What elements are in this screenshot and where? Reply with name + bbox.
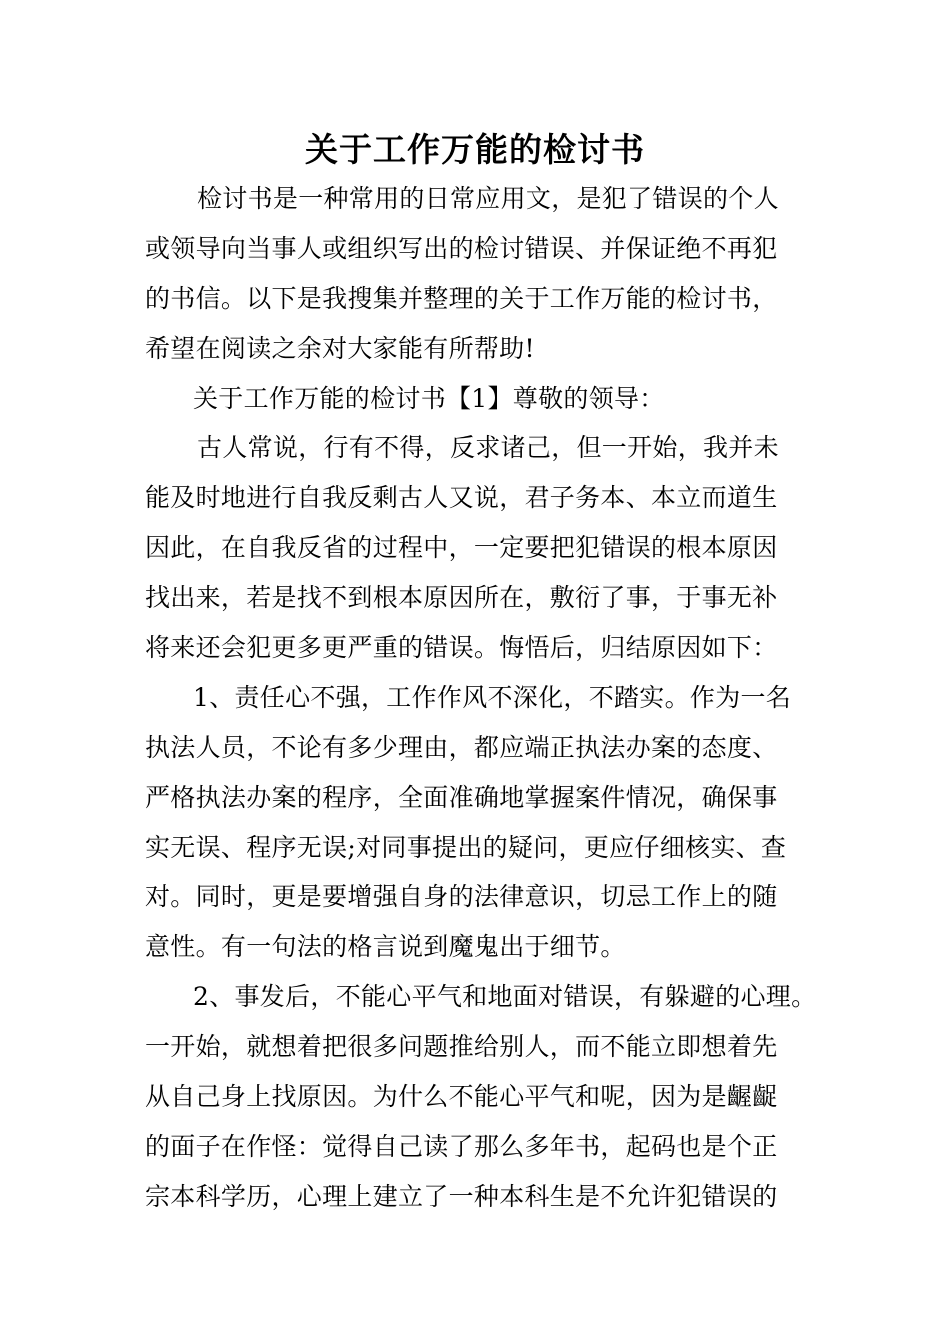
text-line: 将来还会犯更多更严重的错误。悔悟后，归结原因如下： — [145, 633, 778, 662]
text-line: 的书信。以下是我搜集并整理的关于工作万能的检讨书， — [145, 284, 778, 313]
text-line: 古人常说，行有不得，反求诸己，但一开始，我并未 — [197, 433, 779, 462]
text-line: 严格执法办案的程序，全面准确地掌握案件情况，确保事 — [145, 783, 778, 812]
text-line: 检讨书是一种常用的日常应用文，是犯了错误的个人 — [197, 184, 779, 213]
text-line: 因此，在自我反省的过程中，一定要把犯错误的根本原因 — [145, 533, 778, 562]
text-line: 从自己身上找原因。为什么不能心平气和呢，因为是齷齪 — [145, 1082, 778, 1111]
text-line: 或领导向当事人或组织写出的检讨错误、并保证绝不再犯 — [145, 234, 778, 263]
text-line: 找出来，若是找不到根本原因所在，敷衍了事，于事无补 — [145, 583, 778, 612]
text-line: 意性。有一句法的格言说到魔鬼出于细节。 — [145, 932, 626, 961]
text-line: 对。同时，更是要增强自身的法律意识，切忌工作上的随 — [145, 882, 778, 911]
text-line: 实无误、程序无误;对同事提出的疑问，更应仔细核实、查 — [145, 833, 787, 862]
text-line: 1、责任心不强，工作作风不深化，不踏实。作为一名 — [193, 683, 792, 712]
text-line: 能及时地进行自我反剩古人又说，君子务本、本立而道生 — [145, 483, 778, 512]
text-line: 的面子在作怪：觉得自己读了那么多年书，起码也是个正 — [145, 1132, 778, 1161]
text-line: 关于工作万能的检讨书【1】尊敬的领导： — [193, 384, 665, 413]
text-line: 宗本科学历，心理上建立了一种本科生是不允许犯错误的 — [145, 1182, 778, 1211]
text-line: 2、事发后，不能心平气和地面对错误，有躲避的心理。 — [193, 982, 817, 1011]
text-line: 执法人员，不论有多少理由，都应端正执法办案的态度、 — [145, 733, 778, 762]
document-title: 关于工作万能的检讨书 — [305, 130, 645, 169]
text-line: 希望在阅读之余对大家能有所帮助! — [145, 334, 535, 363]
text-line: 一开始，就想着把很多问题推给别人，而不能立即想着先 — [145, 1032, 778, 1061]
